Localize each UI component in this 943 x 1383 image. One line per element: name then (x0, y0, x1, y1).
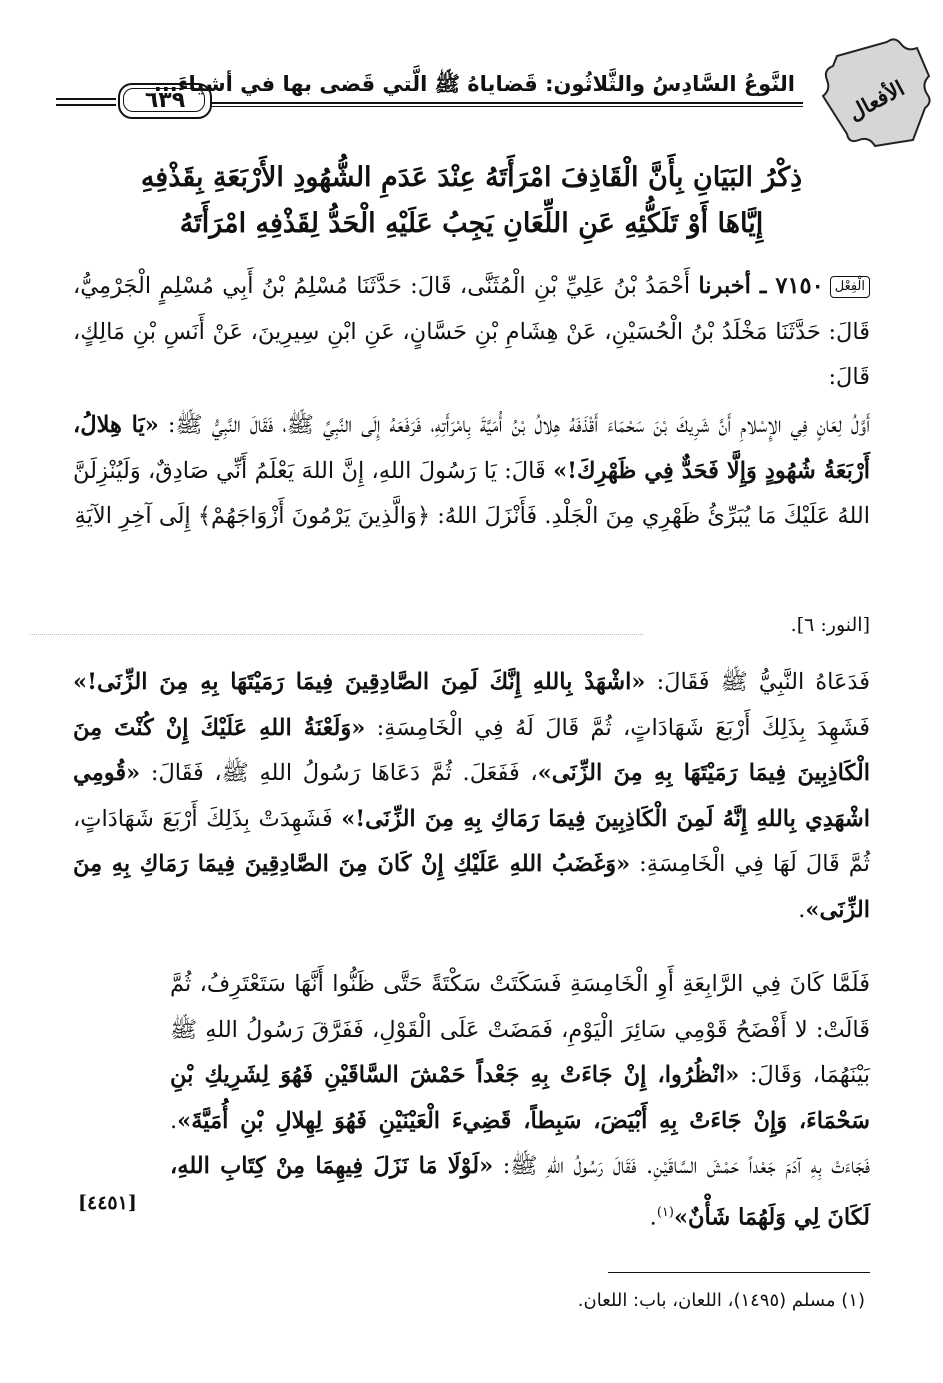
para3-quote-1: «اشْهَدْ بِاللهِ إِنَّكَ لَمِنَ الصَّادِقِينَ فِيمَا رَمَيْتَهَا بِهِ مِنَ الزِّنَى!» (73, 669, 646, 695)
section-title (70, 155, 873, 247)
para3-quote-4: «وَغَضَبُ اللهِ عَلَيْكِ إِنْ كَانَ مِنَ الصَّادِقِينَ فِيمَا رَمَاكِ بِهِ مِنَ الزِّنَى» (73, 851, 870, 923)
para4-quote-2: «لَوْلَا مَا نَزَلَ فِيهِمَا مِنْ كِتَابِ اللهِ، لَكَانَ لِي وَلَهُمَا شَأْنٌ» (170, 1153, 870, 1230)
puzzle-tab-icon (817, 36, 935, 148)
paragraph-2 (73, 403, 870, 540)
footnote-reference[interactable]: (١) (656, 1204, 674, 1220)
para2-quote-1: «يَا هِلالُ، أَرْبَعَةُ شُهُودٍ وَإِلَّا فَحَدٌّ فِي ظَهْرِكَ!» (73, 412, 870, 484)
quran-citation: [النور: ٦]. (790, 614, 870, 636)
hadith-reference-number: [٤٤٥١] (78, 1192, 137, 1214)
para3-text-3: ، فَفَعَلَ. ثُمَّ دَعَاهَا رَسُولُ اللهِ ﷺ، فَقَالَ: (140, 760, 538, 786)
paragraph-4 (170, 962, 870, 1241)
para2-text-2: قَالَ: يَا رَسُولَ اللهِ، إِنَّ اللهَ يَعْلَمُ أَنِّي صَادِقٌ، وَلَيُنْزِلَنَّ اللهُ عَلَيْكَ مَا يُبَرِّئُ ظَهْرِي مِنَ الْجَلْدِ. فَأَنْزَلَ اللهُ: ﴿وَالَّذِينَ يَرْمُونَ أَزْوَاجَهُمْ﴾ إِلَى آخِرِ الآيَةِ (73, 457, 870, 529)
footnote (578, 1290, 865, 1311)
footnote-marker: (١) (841, 1290, 865, 1311)
para4-quote-1: «انْظُرُوا، إِنْ جَاءَتْ بِهِ جَعْداً حَمْشَ السَّاقَيْنِ فَهُوَ لِشَرِيكِ بْنِ سَحْمَاءَ، وَإِنْ جَاءَتْ بِهِ أَبْيَضَ، سَبِطاً، قَضِيءَ الْعَيْنَيْنِ فَهُوَ لِهِلالِ بْنِ أُمَيَّةَ» (170, 1062, 870, 1134)
section-title-line-1: ذِكْرُ البَيَانِ بِأَنَّ الْقَاذِفَ امْرَأَتَهُ عِنْدَ عَدَمِ الشُّهُودِ الأَرْبَعَةِ بِقَذْفِهِ (140, 162, 803, 193)
section-title-line-2: إِيَّاهَا أَوْ تَلَكُّئِهِ عَنِ اللِّعَانِ يَجِبُ عَلَيْهِ الْحَدُّ لِقَذْفِهِ امْرَأَتَهُ (179, 208, 764, 239)
hadith-number: ٧١٥٠ ـ أخبرنا (698, 273, 824, 299)
para2-text-1: أَوَّلُ لِعَانٍ فِي الإِسْلامِ أَنَّ شَرِيكَ بْنَ سَحْمَاءَ أَقْذَفَهُ هِلالُ بْنُ أُمَيَّةَ بِامْرَأَتِهِ، فَرَفَعَهُ إِلَى النَّبِيِّ ﷺ، فَقَالَ النَّبِيُّ ﷺ: (158, 412, 870, 438)
isnad-text: أَحْمَدُ بْنُ عَلِيِّ بْنِ الْمُثَنَّى، قَالَ: حَدَّثَنَا مُسْلِمُ بْنُ أَبِي مُسْلِمٍ الْجَرْمِيُّ، قَالَ: حَدَّثَنَا مَخْلَدُ بْنُ الْحُسَيْنِ، عَنْ هِشَامِ بْنِ حَسَّانٍ، عَنِ ابْنِ سِيرِينَ، عَنْ أَنَسِ بْنِ مَالِكٍ، قَالَ: (73, 273, 870, 390)
para3-text-5: . (798, 896, 806, 923)
para3-text-1: فَدَعَاهُ النَّبِيُّ ﷺ فَقَالَ: (645, 669, 870, 695)
header-rule-thin (210, 106, 803, 107)
header-left-rule-2 (56, 104, 116, 106)
para3-quote-3: «قُومِي اشْهَدِي بِاللهِ إِنَّهُ لَمِنَ الْكَاذِبِينَ فِيمَا رَمَاكِ بِهِ مِنَ الزِّنَى!» (73, 760, 870, 832)
footnote-rule (608, 1272, 870, 1273)
hadith-isnad (73, 264, 870, 401)
paragraph-3 (73, 660, 870, 933)
dotted-guide (30, 634, 643, 635)
para3-text-4: فَشَهِدَتْ بِذَلِكَ أَرْبَعَ شَهَادَاتٍ، ثُمَّ قَالَ لَهَا فِي الْخَامِسَةِ: (73, 805, 870, 877)
header-rule (210, 102, 803, 104)
para4-text-3: . (649, 1204, 657, 1230)
para4-text-2: . فَجَاءَتْ بِهِ آدَمَ جَعْداً حَمْشَ السَّاقَيْنِ. فَقَالَ رَسُولُ اللهِ ﷺ: (170, 1107, 870, 1179)
hadith-badge: الْفِعْل (830, 276, 870, 298)
para4-text-1: فَلَمَّا كَانَ فِي الرَّابِعَةِ أَوِ الْخَامِسَةِ فَسَكَتَتْ سَكْتَةً حَتَّى ظَنُّوا أَنَّهَا سَتَعْتَرِفُ، ثُمَّ قَالَتْ: لا أَفْضَحُ قَوْمِي سَائِرَ الْيَوْمِ، فَمَضَتْ عَلَى الْقَوْلِ، فَفَرَّقَ رَسُولُ اللهِ ﷺ بَيْنَهُمَا، وَقَالَ: (170, 971, 870, 1088)
para3-text-2: فَشَهِدَ بِذَلِكَ أَرْبَعَ شَهَادَاتٍ، ثُمَّ قَالَ لَهُ فِي الْخَامِسَةِ: (365, 714, 871, 741)
footnote-text: مسلم (١٤٩٥)، اللعان، باب: اللعان. (577, 1290, 836, 1311)
header-left-rule (56, 98, 116, 100)
corner-tab-label: الأفعال (843, 75, 909, 126)
running-title: النَّوعُ السَّادِسُ والثَّلاثُون: قَضاياهُ ﷺ الَّتي قَضى بها في أشياءَ... (153, 72, 795, 96)
page-number: ٦٣٩ (118, 83, 212, 119)
para3-quote-2: «وَلَعْنَةُ اللهِ عَلَيْكَ إِنْ كُنْتَ مِنَ الْكَاذِبِينَ فِيمَا رَمَيْتَهَا بِهِ مِنَ الزِّنَى» (73, 714, 870, 786)
